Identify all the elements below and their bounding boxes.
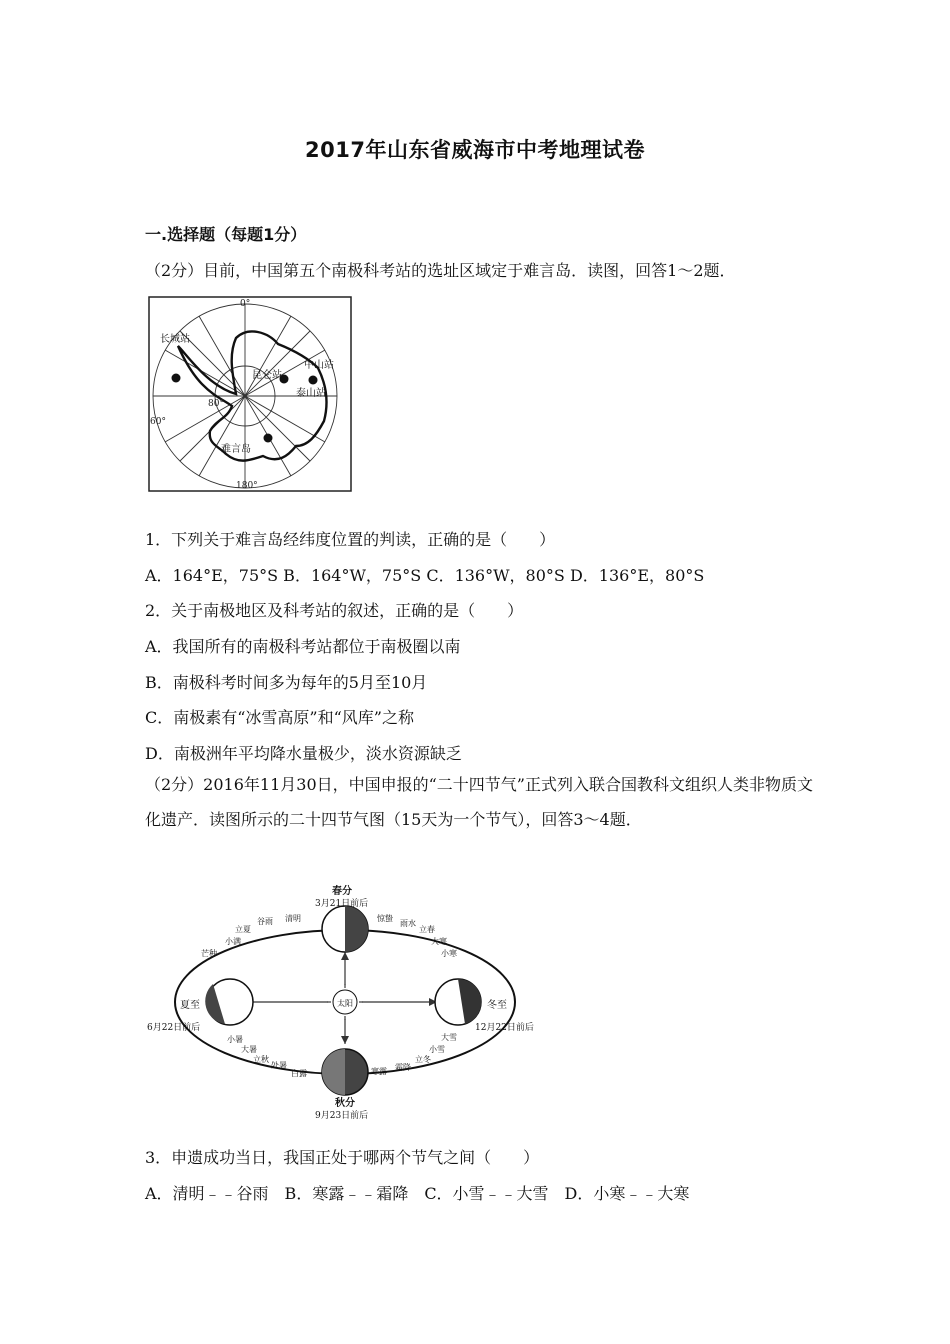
term-lidong: 立冬 — [415, 1055, 431, 1064]
dongzhi-label: 冬至 — [487, 1000, 507, 1011]
earth-autumn — [322, 1049, 368, 1095]
term-liqiu: 立秋 — [253, 1055, 269, 1064]
zhongshan-dot — [309, 376, 318, 385]
changcheng-dot — [172, 374, 181, 383]
term-dahan: 大寒 — [431, 937, 447, 946]
label-0: 0° — [240, 299, 251, 309]
earth-winter — [435, 979, 481, 1025]
label-taishan: 泰山站 — [296, 388, 326, 399]
section-heading: 一.选择题（每题1分） — [145, 225, 307, 244]
term-lixia: 立夏 — [235, 925, 251, 934]
q2-option-d: D．南极洲年平均降水量极少，淡水资源缺乏 — [145, 744, 462, 763]
term-daxue: 大雪 — [441, 1033, 457, 1042]
xiazhi-date: 6月22日前后 — [147, 1023, 201, 1033]
sun-label: 太阳 — [337, 999, 353, 1008]
q1-stem: 1．下列关于难言岛经纬度位置的判读，正确的是（ ） — [145, 530, 556, 549]
term-xiaoxue: 小雪 — [429, 1045, 445, 1054]
q2-option-c: C．南极素有“冰雪高原”和“风库”之称 — [145, 708, 414, 727]
q3-options: A．清明﹣﹣谷雨 B．寒露﹣﹣霜降 C．小雪﹣﹣大雪 D．小寒﹣﹣大寒 — [145, 1184, 690, 1203]
term-dashu: 大暑 — [241, 1045, 257, 1054]
solar-terms-diagram — [145, 884, 555, 1124]
term-hanlu: 寒露 — [371, 1067, 387, 1076]
label-60: 60° — [150, 417, 166, 427]
label-nanyan: 难言岛 — [221, 444, 251, 455]
intro-paragraph-2: （2分）2016年11月30日，中国申报的“二十四节气”正式列入联合国教科文组织人类非物质文化遗产．读图所示的二十四节气图（15天为一个节气），回答3～4题． — [145, 775, 813, 829]
earth-summer — [205, 979, 253, 1025]
earth-spring — [322, 906, 368, 952]
term-bailu: 白露 — [291, 1069, 307, 1078]
intro-paragraph-1: （2分）目前，中国第五个南极科考站的选址区域定于难言岛．读图，回答1～2题． — [145, 261, 736, 280]
q2-option-a: A．我国所有的南极科考站都位于南极圈以南 — [145, 637, 461, 656]
term-chushu: 处暑 — [271, 1061, 287, 1070]
qiufen-label: 秋分 — [335, 1098, 355, 1109]
term-mangzhong: 芒种 — [201, 949, 217, 958]
chunfen-date: 3月21日前后 — [315, 899, 369, 909]
qiufen-date: 9月23日前后 — [315, 1111, 369, 1121]
q1-options: A．164°E，75°S B．164°W，75°S C．136°W，80°S D．136°E，80°S — [145, 566, 705, 585]
antarctica-map — [148, 296, 352, 492]
term-guyu: 谷雨 — [257, 917, 273, 926]
label-changcheng: 长城站 — [160, 334, 190, 345]
dongzhi-date: 12月22日前后 — [475, 1023, 534, 1033]
term-jingzhe: 惊蛰 — [377, 914, 393, 923]
nanyan-dot — [264, 434, 273, 443]
q2-stem: 2．关于南极地区及科考站的叙述，正确的是（ ） — [145, 601, 524, 620]
label-kunlun: 昆仑站 — [252, 370, 282, 381]
term-xiaoman: 小满 — [225, 937, 241, 946]
label-180: 180° — [236, 481, 258, 491]
term-shuangjiang: 霜降 — [395, 1063, 411, 1072]
q2-option-b: B．南极科考时间多为每年的5月至10月 — [145, 673, 428, 692]
term-yushui: 雨水 — [400, 919, 416, 928]
label-80: 80° — [208, 399, 224, 409]
term-lichun: 立春 — [419, 925, 435, 934]
term-qingming: 清明 — [285, 914, 301, 923]
term-xiaoshu: 小暑 — [227, 1035, 243, 1044]
xiazhi-label: 夏至 — [180, 1000, 200, 1011]
label-zhongshan: 中山站 — [304, 360, 334, 371]
q3-stem: 3．申遗成功当日，我国正处于哪两个节气之间（ ） — [145, 1148, 540, 1167]
page-title: 2017年山东省威海市中考地理试卷 — [305, 138, 645, 162]
chunfen-label: 春分 — [332, 886, 352, 897]
term-xiaohan: 小寒 — [441, 949, 457, 958]
